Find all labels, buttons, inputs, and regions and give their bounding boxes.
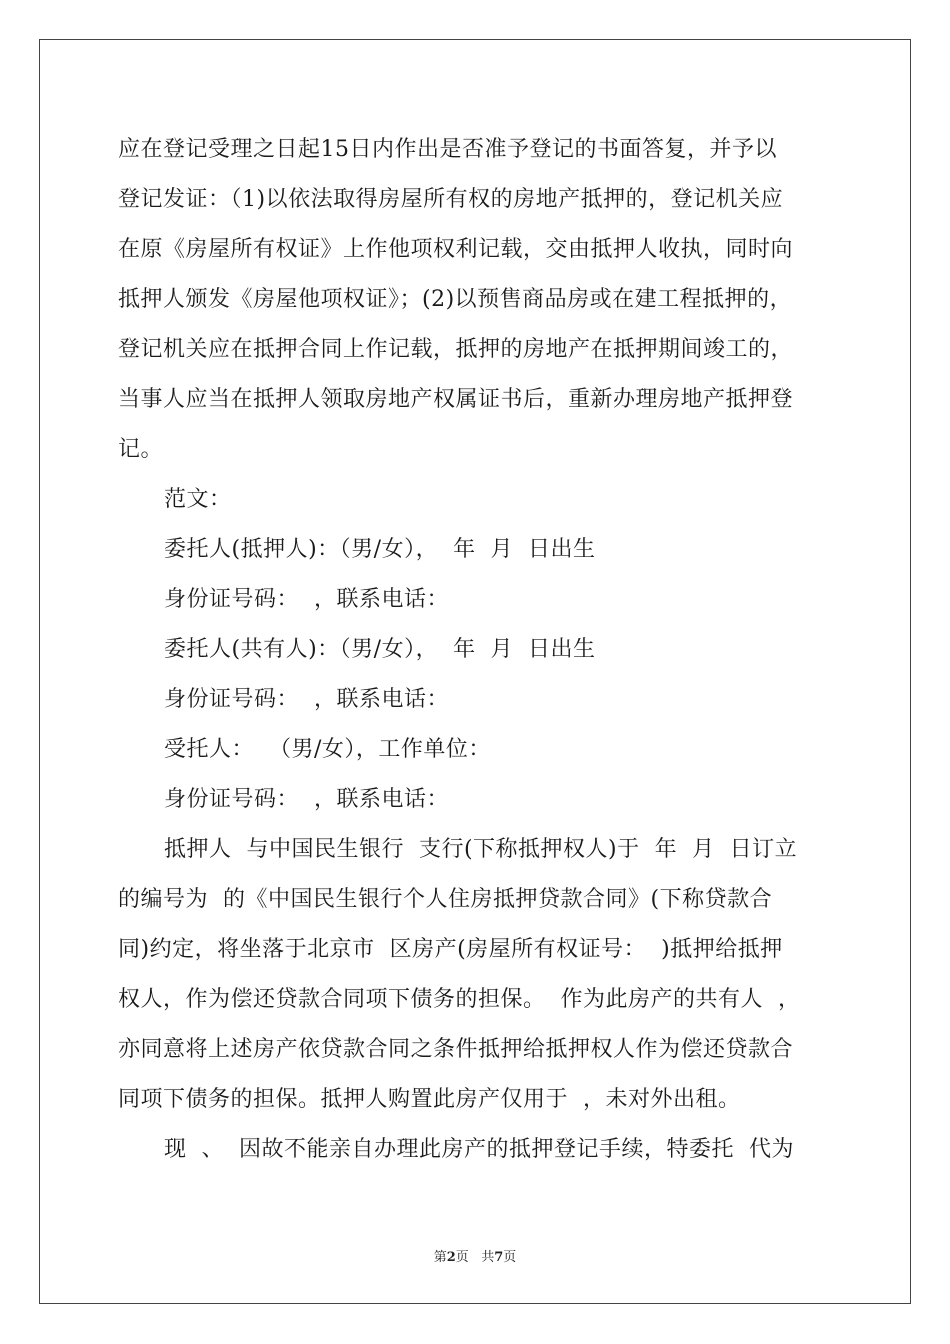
footer-prefix: 第 — [433, 1250, 447, 1265]
text-line: 在原《房屋所有权证》上作他项权利记载，交由抵押人收执，同时向 — [118, 237, 794, 262]
text-line: 当事人应当在抵押人领取房地产权属证书后，重新办理房地产抵押登 — [118, 387, 794, 412]
footer-total-suffix: 页 — [503, 1250, 517, 1265]
footer-total-prefix: 共 — [481, 1250, 495, 1265]
text-line: 权人，作为偿还贷款合同项下债务的担保。 作为此房产的共有人 ， — [118, 987, 801, 1012]
text-line: 亦同意将上述房产依贷款合同之条件抵押给抵押权人作为偿还贷款合 — [118, 1037, 794, 1062]
text-line: 登记发证：（1)以依法取得房屋所有权的房地产抵押的，登记机关应 — [118, 187, 784, 212]
field-mortgagor: 委托人(抵押人)：（男/女）， 年 月 日出生 — [164, 537, 596, 562]
field-trustee: 受托人： （男/女），工作单位： — [164, 737, 491, 762]
total-pages: 7 — [494, 1250, 504, 1265]
field-co-owner: 委托人(共有人)：（男/女）， 年 月 日出生 — [164, 637, 596, 662]
text-line: 抵押人 与中国民生银行 支行(下称抵押权人)于 年 月 日订立 — [164, 837, 798, 862]
text-line: 现 、 因故不能亲自办理此房产的抵押登记手续，特委托 代为 — [164, 1137, 794, 1162]
page-footer — [0, 1246, 950, 1265]
field-id-contact: 身份证号码： ，联系电话： — [164, 587, 449, 612]
text-line: 抵押人颁发《房屋他项权证》；(2)以预售商品房或在建工程抵押的， — [118, 287, 793, 312]
paragraph-registration — [118, 128, 838, 478]
footer-page-suffix: 页 — [455, 1250, 469, 1265]
page-number: 2 — [446, 1250, 456, 1265]
text-line: 应在登记受理之日起15日内作出是否准予登记的书面答复，并予以 — [118, 137, 777, 162]
sample-label: 范文： — [164, 487, 232, 512]
text-line: 同项下债务的担保。抵押人购置此房产仅用于 ，未对外出租。 — [118, 1087, 741, 1112]
text-line: 的编号为 的《中国民生银行个人住房抵押贷款合同》(下称贷款合 — [118, 887, 773, 912]
paragraph-mortgage — [118, 828, 838, 1128]
field-id-contact: 身份证号码： ，联系电话： — [164, 687, 449, 712]
field-id-contact: 身份证号码： ，联系电话： — [164, 787, 449, 812]
text-line: 同)约定，将坐落于北京市 区房产(房屋所有权证号： )抵押给抵押 — [118, 937, 783, 962]
document-body — [118, 128, 838, 1178]
text-line: 登记机关应在抵押合同上作记载，抵押的房地产在抵押期间竣工的， — [118, 337, 794, 362]
text-line: 记。 — [118, 437, 164, 462]
party-fields — [118, 528, 838, 828]
paragraph-entrust — [118, 1128, 838, 1178]
